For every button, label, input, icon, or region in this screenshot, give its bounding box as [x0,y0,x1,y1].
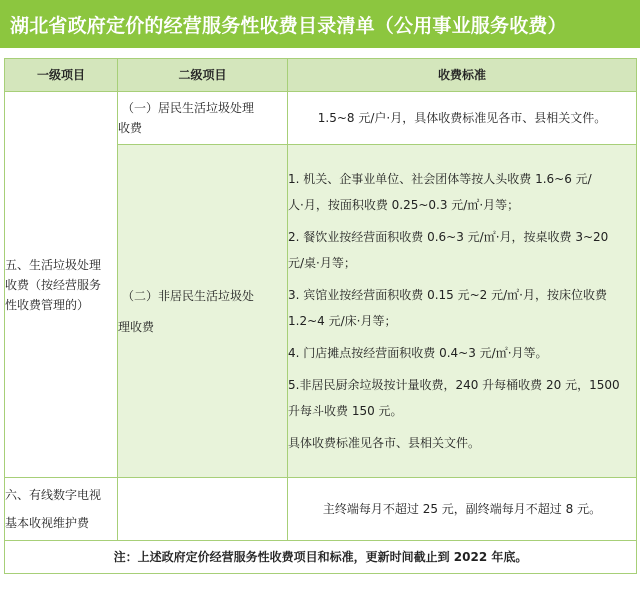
item6-level1-line: 六、有线数字电视 [5,488,102,502]
item5-sub2-standard-line: 4. 门店摊点按经营面积收费 0.4~3 元/㎡·月等。 [288,346,548,360]
table-row [5,92,637,145]
item5-sub2-standard-line: 1. 机关、企事业单位、社会团体等按人头收费 1.6~6 元/ [288,172,592,186]
item5-sub1-standard-cell [288,92,637,145]
item5-sub2-standard-line: 3. 宾馆业按经营面积收费 0.15 元~2 元/㎡·月，按床位收费 [288,288,607,302]
header-level2: 二级项目 [118,59,288,92]
item5-level1-line: 性收费管理的） [5,297,90,312]
note-cell [5,541,637,574]
item6-standard: 主终端每月不超过 25 元，副终端每月不超过 8 元。 [322,502,602,516]
item5-sub1-level2-line: 收费 [118,121,143,135]
item5-sub1-standard: 1.5~8 元/户·月，具体收费标准见各市、县相关文件。 [317,111,607,125]
note-text: 注：上述政府定价经营服务性收费项目和标准，更新时间截止到 2022 年底。 [113,550,528,564]
item5-level1-line: 五、生活垃圾处理 [5,257,102,272]
item5-sub1-level2-cell [118,92,288,145]
item6-level1-line: 基本收视维护费 [5,516,90,530]
item5-sub2-level2-line: 理收费 [118,319,155,334]
fee-catalog-table [4,58,637,574]
item5-sub2-standard-line: 2. 餐饮业按经营面积收费 0.6~3 元/㎡·月，按桌收费 3~20 [288,230,609,244]
header-level1: 一级项目 [5,59,118,92]
item5-sub1-level2-line: （一）居民生活垃圾处理 [122,101,255,115]
item5-sub2-standard-line: 具体收费标准见各市、县相关文件。 [288,436,481,450]
header-row [5,59,637,92]
item5-sub2-standard-line: 升每斗收费 150 元。 [288,404,403,418]
item5-sub2-standard-line: 1.2~4 元/床·月等； [288,314,397,328]
header-standard: 收费标准 [288,59,637,92]
item5-level1-cell [5,92,118,478]
item5-sub2-level2-cell [118,145,288,478]
item5-sub2-standard-line: 人·月，按面积收费 0.25~0.3 元/㎡·月等； [288,198,520,212]
table-row [5,478,637,541]
item5-sub2-standard-cell [288,145,637,478]
item5-level1-line: 收费（按经营服务 [5,277,102,292]
item5-sub2-level2-line: （二）非居民生活垃圾处 [122,288,255,303]
note-row [5,541,637,574]
item5-sub2-standard-line: 5.非居民厨余垃圾按计量收费，240 升每桶收费 20 元，1500 [288,378,620,392]
item6-level1-cell [5,478,118,541]
item6-standard-cell [288,478,637,541]
page-title: 湖北省政府定价的经营服务性收费目录清单（公用事业服务收费） [0,0,640,48]
item6-level2-cell [118,478,288,541]
item5-sub2-standard-line: 元/桌·月等； [288,256,356,270]
